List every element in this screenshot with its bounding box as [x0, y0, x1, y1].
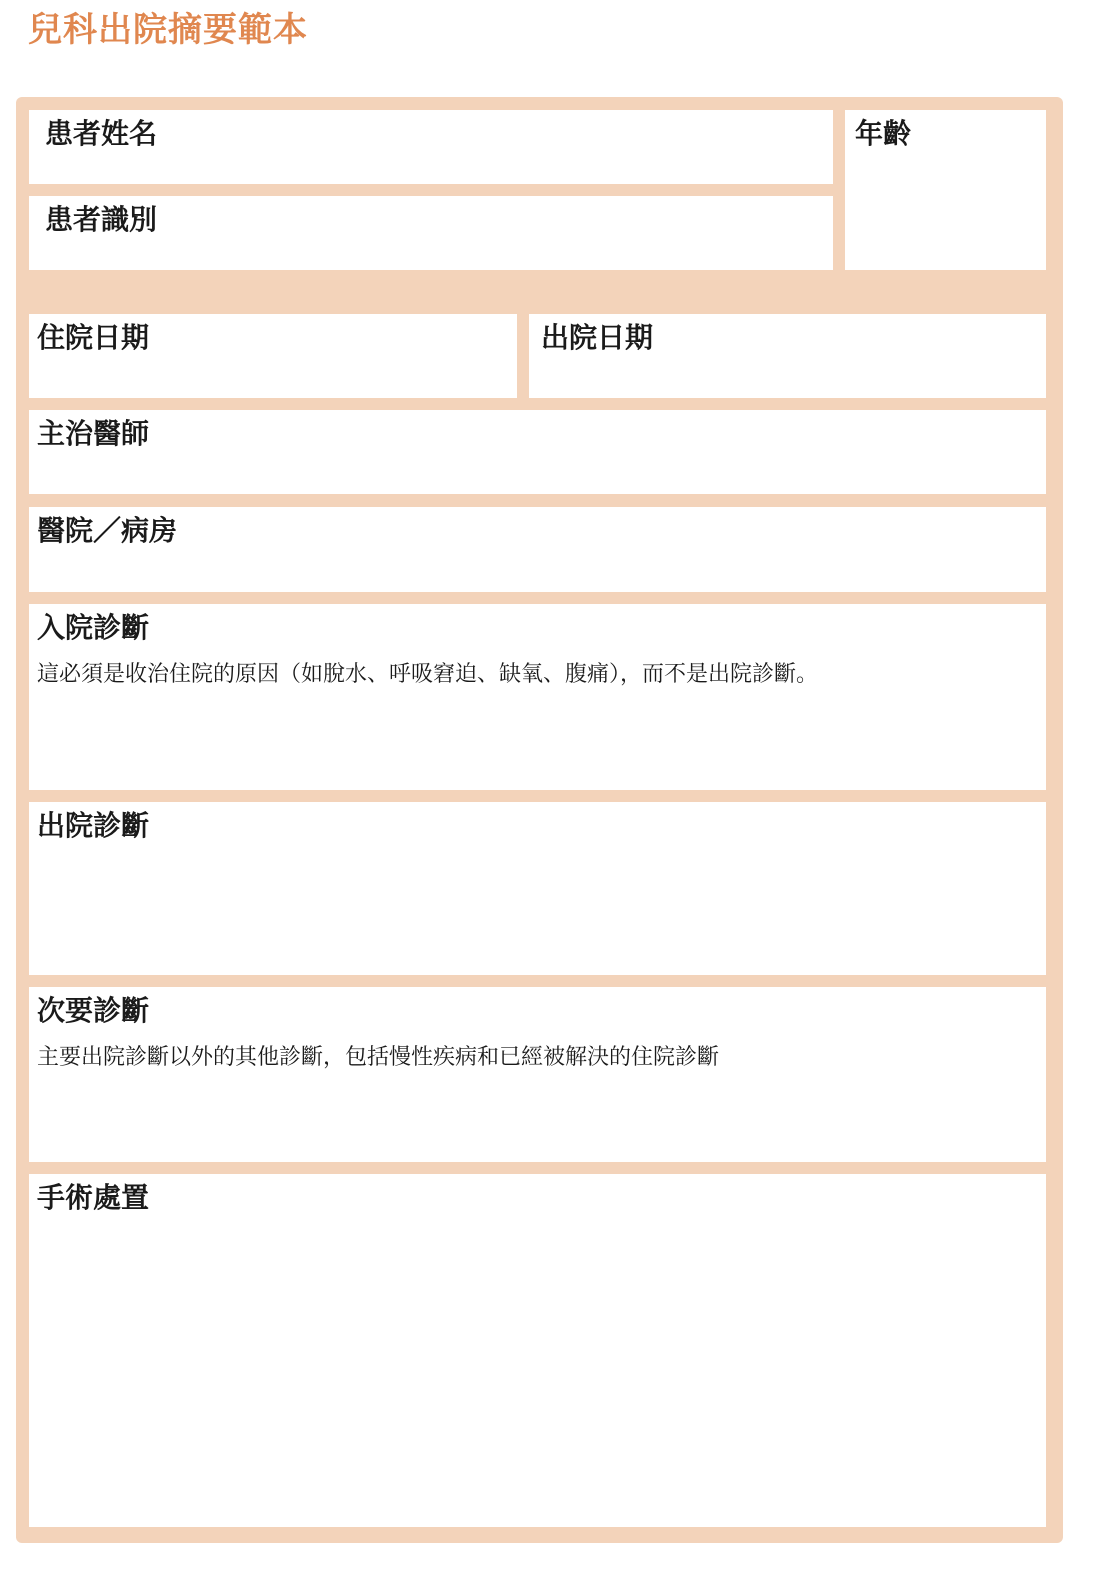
discharge-summary-form [16, 97, 1063, 1543]
secondary-diagnosis-label: 次要診斷 [37, 994, 150, 1027]
discharge-diagnosis-field[interactable] [29, 802, 1046, 975]
admission-diagnosis-hint: 這必須是收治住院的原因（如脫水、呼吸窘迫、缺氧、腹痛），而不是出院診斷。 [37, 662, 819, 687]
attending-physician-field[interactable] [29, 410, 1046, 494]
patient-id-label: 患者識別 [45, 203, 158, 236]
patient-name-label: 患者姓名 [45, 117, 158, 150]
discharge-date-label: 出院日期 [541, 321, 654, 354]
discharge-diagnosis-label: 出院診斷 [37, 809, 150, 842]
discharge-date-field[interactable] [529, 314, 1046, 398]
page-title: 兒科出院摘要範本 [28, 10, 308, 50]
patient-name-field[interactable] [29, 110, 833, 184]
age-field[interactable] [845, 110, 1046, 270]
procedures-label: 手術處置 [37, 1181, 150, 1214]
procedures-field[interactable] [29, 1174, 1046, 1527]
admission-date-label: 住院日期 [37, 321, 150, 354]
admission-date-field[interactable] [29, 314, 517, 398]
admission-diagnosis-field[interactable] [29, 604, 1046, 790]
attending-physician-label: 主治醫師 [37, 417, 150, 450]
patient-id-field[interactable] [29, 196, 833, 270]
hospital-ward-field[interactable] [29, 507, 1046, 592]
secondary-diagnosis-field[interactable] [29, 987, 1046, 1162]
age-label: 年齡 [855, 117, 912, 150]
admission-diagnosis-label: 入院診斷 [37, 611, 150, 644]
hospital-ward-label: 醫院／病房 [37, 514, 178, 547]
secondary-diagnosis-hint: 主要出院診斷以外的其他診斷，包括慢性疾病和已經被解決的住院診斷 [37, 1045, 720, 1070]
